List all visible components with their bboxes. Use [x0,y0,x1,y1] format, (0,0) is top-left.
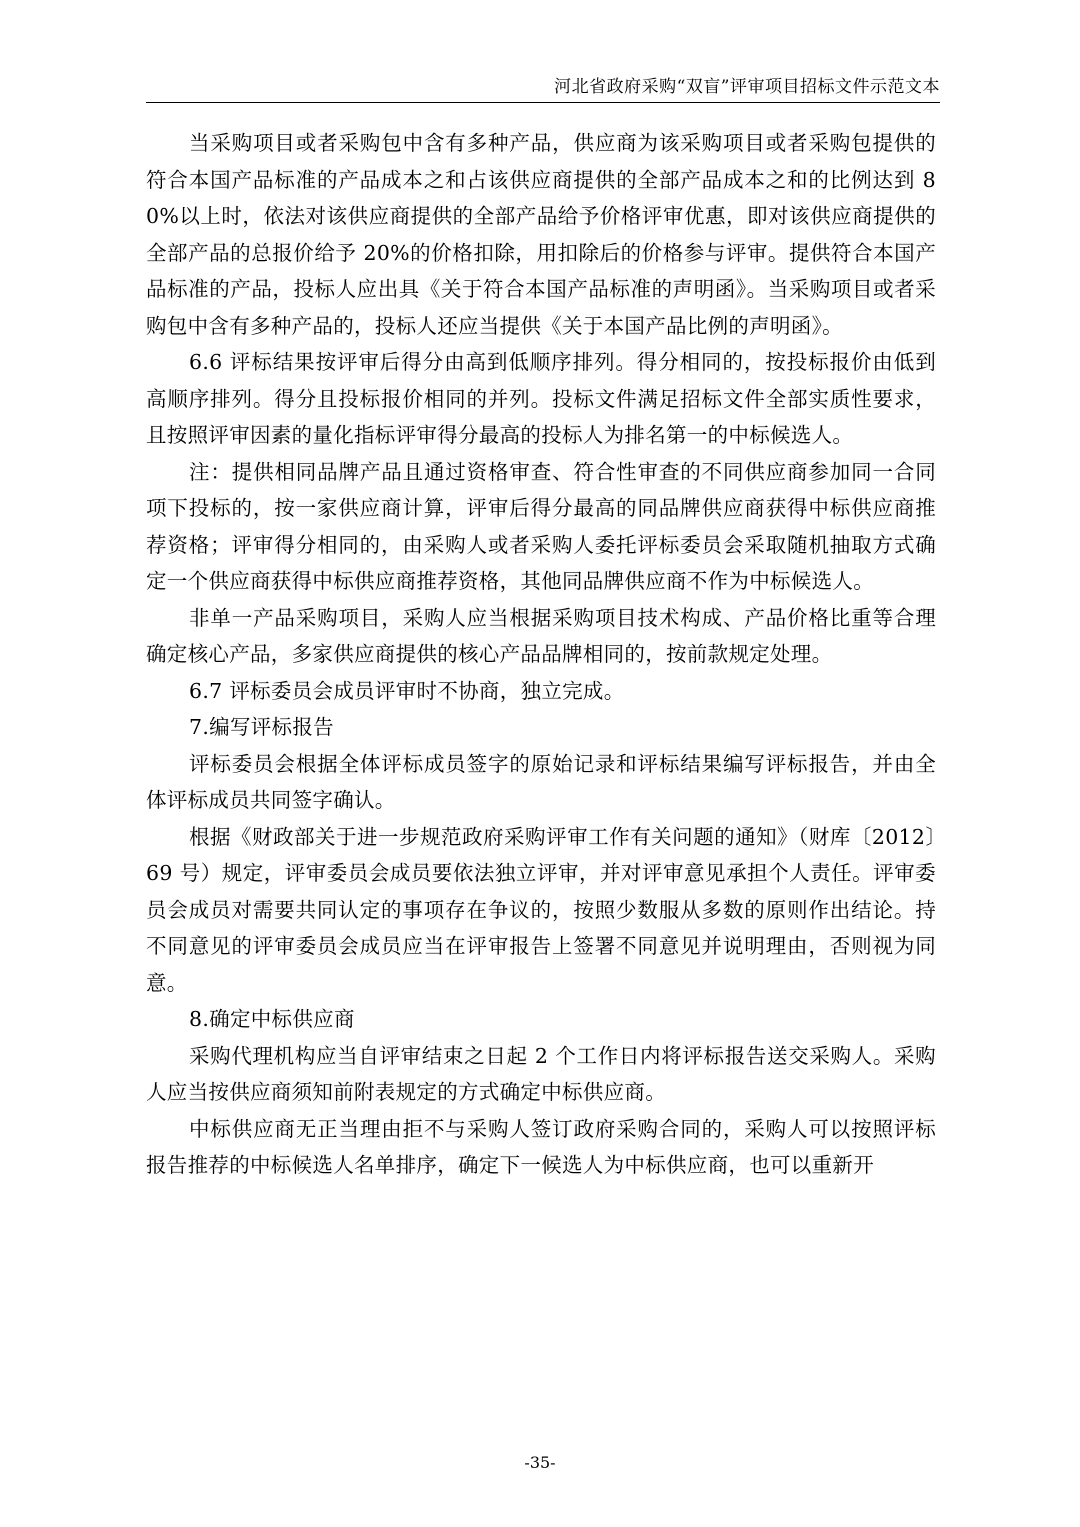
paragraph-ministry-notice: 根据《财政部关于进一步规范政府采购评审工作有关问题的通知》（财库〔2012〕69 号）规定，评审委员会成员要依法独立评审，并对评审意见承担个人责任。评审委员会成员对需要共同认定的事项存在争议的，按照少数服从多数的原则作出结论。持不同意见的评审委员会成员应当在评审报告上签署不同意见并说明理由，否则视为同意。 [146,824,936,995]
section-heading-evaluation-report: 7.编写评标报告 [189,715,334,739]
page-number: -35- [524,1453,556,1472]
section-heading-determine-winner: 8.确定中标供应商 [189,1007,355,1031]
paragraph-core-product: 非单一产品采购项目，采购人应当根据采购项目技术构成、产品价格比重等合理确定核心产品，多家供应商提供的核心产品品牌相同的，按前款规定处理。 [146,605,936,666]
document-title: 河北省政府采购“双盲”评审项目招标文件示范文本 [554,77,940,97]
page-footer [0,1452,1080,1474]
paragraph-refusal-to-sign: 中标供应商无正当理由拒不与采购人签订政府采购合同的，采购人可以按照评标报告推荐的中标候选人名单排序，确定下一候选人为中标供应商，也可以重新开 [146,1116,936,1177]
page-header [146,74,940,103]
paragraph-domestic-product-pricing: 当采购项目或者采购包中含有多种产品，供应商为该采购项目或者采购包提供的符合本国产品标准的产品成本之和占该供应商提供的全部产品成本之和的比例达到 80%以上时，依法对该供应商提供的全部产品给予价格评审优惠，即对该供应商提供的全部产品的总报价给予 20%的价格扣除，用扣除后的价格参与评审。提供符合本国产品标准的产品，投标人应出具《关于符合本国产品标准的声明函》。当采购项目或者采购包中含有多种产品的，投标人还应当提供《关于本国产品比例的声明函》。 [146,131,936,338]
paragraph-report-delivery: 采购代理机构应当自评审结束之日起 2 个工作日内将评标报告送交采购人。采购人应当按供应商须知前附表规定的方式确定中标供应商。 [146,1043,936,1104]
paragraph-6-7-independent-review: 6.7 评标委员会成员评审时不协商，独立完成。 [189,678,625,703]
paragraph-6-6-ranking: 6.6 评标结果按评审后得分由高到低顺序排列。得分相同的，按投标报价由低到高顺序排列。得分且投标报价相同的并列。投标文件满足招标文件全部实质性要求，且按照评审因素的量化指标评审得分最高的投标人为排名第一的中标候选人。 [146,350,936,447]
paragraph-report-signing: 评标委员会根据全体评标成员签字的原始记录和评标结果编写评标报告，并由全体评标成员共同签字确认。 [146,751,936,812]
paragraph-note-same-brand: 注：提供相同品牌产品且通过资格审查、符合性审查的不同供应商参加同一合同项下投标的，按一家供应商计算，评审后得分最高的同品牌供应商获得中标供应商推荐资格；评审得分相同的，由采购人或者采购人委托评标委员会采取随机抽取方式确定一个供应商获得中标供应商推荐资格，其他同品牌供应商不作为中标候选人。 [146,459,936,593]
page-body [146,125,936,1184]
